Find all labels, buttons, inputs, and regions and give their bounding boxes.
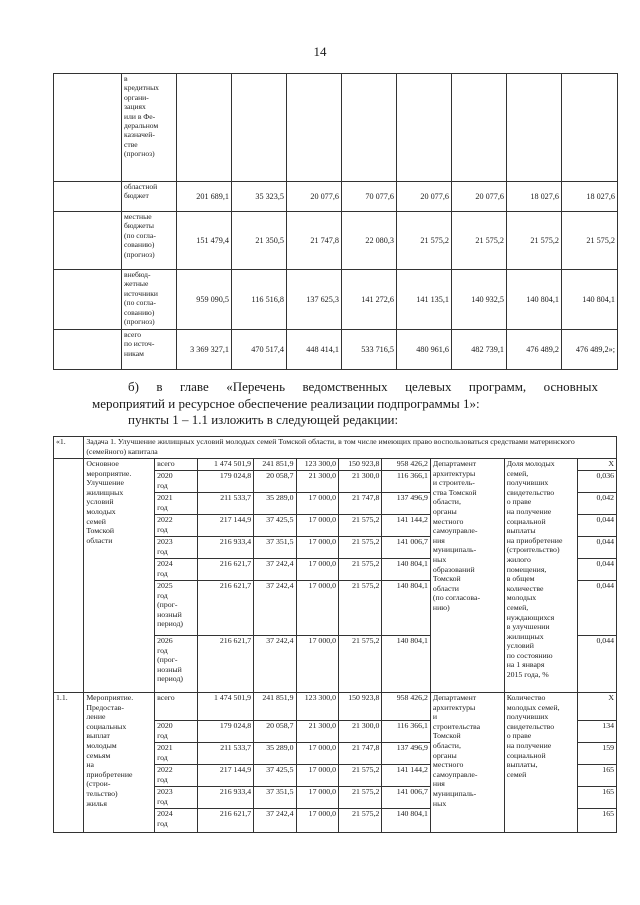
funding-value: 211 533,7 [197,743,254,765]
funding-value: 116 366,1 [382,721,431,743]
task-number: «1. [54,437,84,459]
indicator-value: Х [578,459,617,471]
funding-value: 21 300,0 [296,721,338,743]
indicator-value: 0,044 [578,636,617,693]
funding-value: 137 496,9 [382,743,431,765]
funding-value: 21 350,5 [232,212,287,270]
funding-value: 21 575,2 [562,212,618,270]
source-label: всего по источ- никам [122,330,177,370]
funding-value: 21 575,2 [338,559,381,581]
funding-value: 17 000,0 [296,581,338,636]
year-cell: 2023 год [155,537,197,559]
funding-value: 140 804,1 [382,559,431,581]
year-cell: 2022 год [155,765,197,787]
funding-value: 20 077,6 [287,182,342,212]
funding-value [562,74,618,182]
funding-value: 141 144,2 [382,765,431,787]
funding-value: 217 144,9 [197,515,254,537]
funding-value: 241 851,9 [254,459,296,471]
program-table [53,436,617,833]
task-title: Задача 1. Улучшение жилищных условий молодых семей Томской области, в том числе имеющих право воспользоваться средствами материнского (семейного) капитала [84,437,617,459]
executor: Департамент архитектуры и строительства Томской области, органы местного самоуправле- ния муниципаль- ных [430,693,504,833]
funding-value: 1 474 501,9 [197,459,254,471]
funding-value: 137 625,3 [287,270,342,330]
funding-value: 70 077,6 [342,182,397,212]
indicator-value: 165 [578,765,617,787]
funding-value: 216 621,7 [197,559,254,581]
funding-value: 21 575,2 [338,581,381,636]
funding-value: 18 027,6 [507,182,562,212]
funding-value: 17 000,0 [296,636,338,693]
funding-value: 480 961,6 [397,330,452,370]
funding-value: 216 933,4 [197,787,254,809]
measure-name: Основное мероприятие. Улучшение жилищных условий молодых семей Томской области [84,459,155,693]
funding-value [232,74,287,182]
funding-value: 482 739,1 [452,330,507,370]
indicator-value: 0,044 [578,537,617,559]
year-cell: 2025 год (прог- нозный период) [155,581,197,636]
funding-value: 35 289,0 [254,493,296,515]
source-label: областной бюджет [122,182,177,212]
funding-value: 37 242,4 [254,559,296,581]
year-cell: 2020 год [155,471,197,493]
funding-value: 179 024,8 [197,471,254,493]
funding-value: 140 804,1 [382,636,431,693]
funding-value: 17 000,0 [296,809,338,833]
funding-value: 116 516,8 [232,270,287,330]
funding-value: 21 575,2 [338,787,381,809]
funding-value: 476 489,2 [507,330,562,370]
funding-value: 37 351,5 [254,787,296,809]
funding-value: 3 369 327,1 [177,330,232,370]
funding-value: 216 621,7 [197,636,254,693]
paragraph-points: пункты 1 – 1.1 изложить в следующей редакции: [128,412,399,427]
funding-value: 476 489,2»; [562,330,618,370]
year-cell: 2024 год [155,559,197,581]
funding-value: 470 517,4 [232,330,287,370]
funding-row [54,182,618,212]
funding-value: 37 242,4 [254,581,296,636]
funding-value: 20 077,6 [452,182,507,212]
funding-value: 216 621,7 [197,581,254,636]
empty-cell [54,330,122,370]
funding-value: 1 474 501,9 [197,693,254,721]
funding-value: 151 479,4 [177,212,232,270]
funding-value [177,74,232,182]
item-number: 1.1. [54,693,84,833]
funding-value: 179 024,8 [197,721,254,743]
year-cell: всего [155,693,197,721]
source-label: в кредитных органи- зациях или в Фе- деральном казначей- стве (прогноз) [122,74,177,182]
empty-cell [54,212,122,270]
funding-value: 141 135,1 [397,270,452,330]
funding-value: 21 575,2 [452,212,507,270]
funding-value: 17 000,0 [296,743,338,765]
funding-value: 20 058,7 [254,471,296,493]
item-number [54,459,84,693]
funding-value: 17 000,0 [296,493,338,515]
funding-value: 959 090,5 [177,270,232,330]
funding-value: 35 323,5 [232,182,287,212]
funding-value: 958 426,2 [382,459,431,471]
funding-value: 241 851,9 [254,693,296,721]
paragraph-item-b: б) в главе «Перечень ведомственных целевых программ, основных [128,379,598,394]
funding-value: 21 575,2 [338,765,381,787]
funding-value: 21 575,2 [338,515,381,537]
program-row [54,693,617,721]
year-cell: 2024 год [155,809,197,833]
funding-value: 17 000,0 [296,559,338,581]
funding-value: 37 242,4 [254,636,296,693]
indicator-value: 159 [578,743,617,765]
funding-value: 37 425,5 [254,515,296,537]
funding-value: 140 804,1 [507,270,562,330]
year-cell: 2022 год [155,515,197,537]
funding-value: 141 144,2 [382,515,431,537]
funding-value: 140 804,1 [382,581,431,636]
funding-value: 21 575,2 [338,537,381,559]
funding-row [54,212,618,270]
indicator: Количество молодых семей, получивших свидетельство о праве на получение социальной выплаты, семей [504,693,578,833]
funding-value: 37 425,5 [254,765,296,787]
indicator-value: 165 [578,787,617,809]
funding-value: 216 621,7 [197,809,254,833]
funding-value: 17 000,0 [296,515,338,537]
funding-value: 123 300,0 [296,693,338,721]
funding-value: 21 747,8 [338,743,381,765]
page-number: 14 [313,44,327,59]
funding-value: 217 144,9 [197,765,254,787]
funding-value: 21 575,2 [397,212,452,270]
paragraph-continuation: мероприятий и ресурсное обеспечение реализации подпрограммы 1»: [92,396,480,411]
empty-cell [54,182,122,212]
funding-value: 20 058,7 [254,721,296,743]
funding-value: 21 747,8 [338,493,381,515]
source-label: местные бюджеты (по согла- сованию) (прогноз) [122,212,177,270]
funding-value: 140 804,1 [562,270,618,330]
funding-value: 21 300,0 [338,471,381,493]
funding-value: 21 575,2 [338,636,381,693]
funding-value: 958 426,2 [382,693,431,721]
funding-value: 35 289,0 [254,743,296,765]
funding-value: 211 533,7 [197,493,254,515]
funding-value: 448 414,1 [287,330,342,370]
funding-value [342,74,397,182]
executor: Департамент архитектуры и строитель- ства Томской области, органы местного самоуправле- ния муниципаль- ных образований Томской области (по согласова- нию) [430,459,504,693]
funding-value: 21 575,2 [507,212,562,270]
funding-value: 116 366,1 [382,471,431,493]
funding-row [54,74,618,182]
measure-name: Мероприятие. Предостав- ление социальных выплат молодым семьям на приобретение (строи- тельство) жилья [84,693,155,833]
task-row [54,437,617,459]
indicator-value: 165 [578,809,617,833]
indicator-value: 0,044 [578,581,617,636]
year-cell: 2021 год [155,743,197,765]
funding-value: 141 006,7 [382,537,431,559]
funding-value: 17 000,0 [296,787,338,809]
funding-value: 216 933,4 [197,537,254,559]
indicator-value: 0,036 [578,471,617,493]
funding-value: 37 351,5 [254,537,296,559]
funding-value: 21 300,0 [296,471,338,493]
funding-value: 21 300,0 [338,721,381,743]
funding-value: 17 000,0 [296,765,338,787]
funding-value [452,74,507,182]
year-cell: 2021 год [155,493,197,515]
indicator-value: 0,044 [578,515,617,537]
funding-value: 140 804,1 [382,809,431,833]
funding-value: 201 689,1 [177,182,232,212]
funding-value: 37 242,4 [254,809,296,833]
year-cell: 2026 год (прог- нозный период) [155,636,197,693]
funding-value: 20 077,6 [397,182,452,212]
funding-value [507,74,562,182]
funding-value: 123 300,0 [296,459,338,471]
funding-value: 17 000,0 [296,537,338,559]
funding-value: 150 923,8 [338,459,381,471]
indicator-value: Х [578,693,617,721]
funding-value: 533 716,5 [342,330,397,370]
funding-value: 137 496,9 [382,493,431,515]
source-label: внебюд- жетные источники (по согла- сованию) (прогноз) [122,270,177,330]
funding-value: 141 272,6 [342,270,397,330]
funding-row [54,270,618,330]
funding-value [397,74,452,182]
funding-value: 150 923,8 [338,693,381,721]
year-cell: всего [155,459,197,471]
empty-cell [54,270,122,330]
year-cell: 2020 год [155,721,197,743]
funding-value: 140 932,5 [452,270,507,330]
program-row [54,459,617,471]
indicator-value: 134 [578,721,617,743]
funding-value: 21 747,8 [287,212,342,270]
year-cell: 2023 год [155,787,197,809]
empty-cell [54,74,122,182]
funding-value: 21 575,2 [338,809,381,833]
funding-value: 141 006,7 [382,787,431,809]
funding-value [287,74,342,182]
indicator: Доля молодых семей, получивших свидетельство о праве на получение социальной выплаты на приобретение (строительство) жилого помещения, в общем количестве молодых семей, нуждающихся в улучшении жилищных условий по состоянию на 1 января 2015 года, % [504,459,578,693]
indicator-value: 0,044 [578,559,617,581]
funding-value: 22 080,3 [342,212,397,270]
indicator-value: 0,042 [578,493,617,515]
funding-row [54,330,618,370]
funding-value: 18 027,6 [562,182,618,212]
funding-table [53,73,618,370]
